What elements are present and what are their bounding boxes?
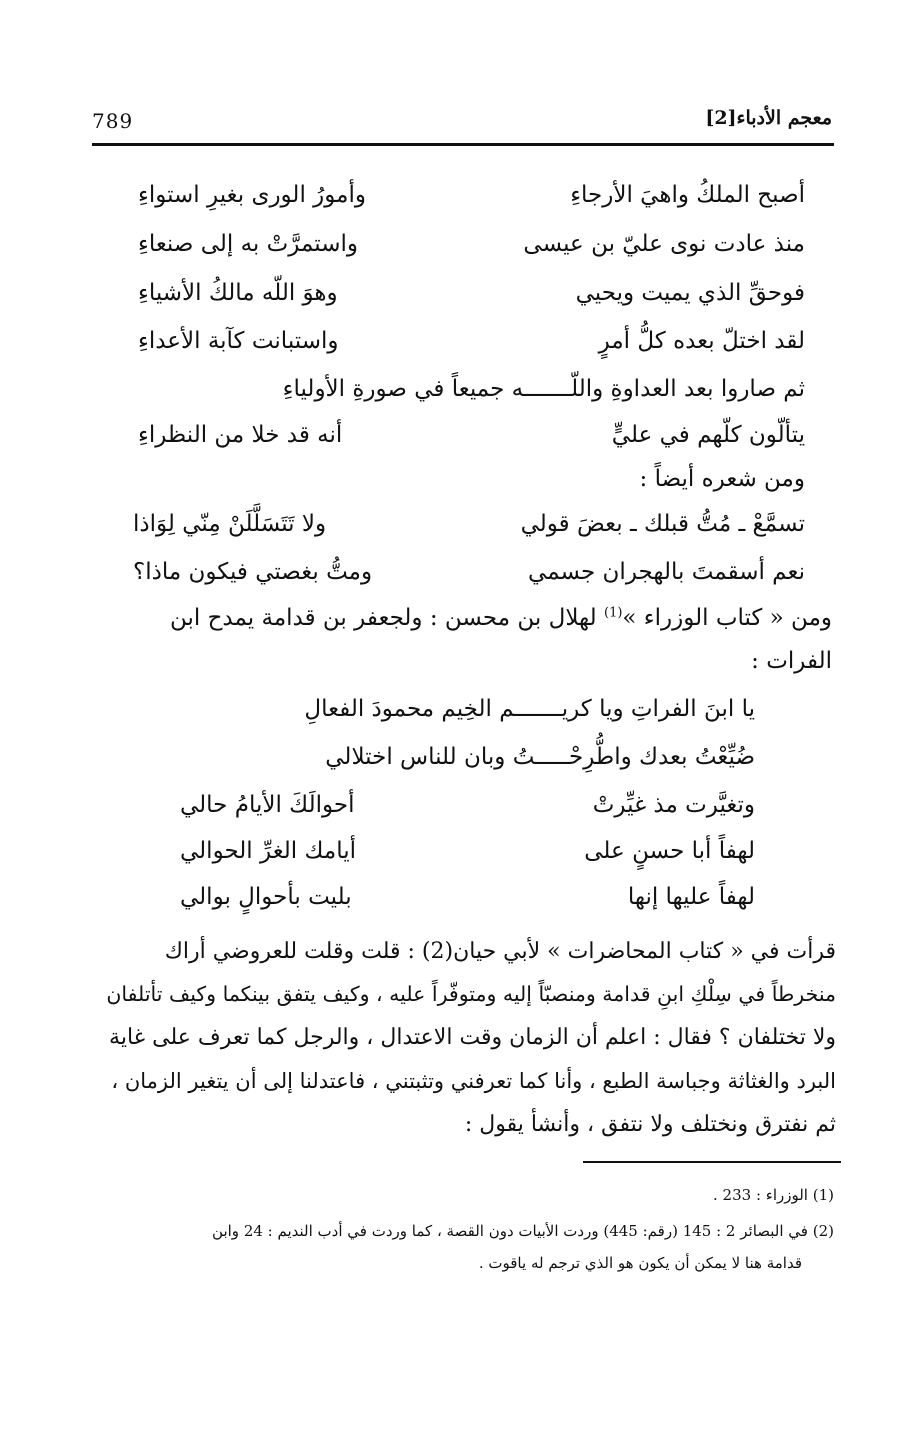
verse-second-hemistich: ومتُّ بغصتي فيكون ماذا؟ xyxy=(133,559,373,585)
verse-first-hemistich: وتغيَّرت مذ غيِّرتْ xyxy=(592,792,755,818)
prose-line: ولا تختلفان ؟ فقال : اعلم أن الزمان وقت الاعتدال ، والرجل كما تعرف على غاية xyxy=(109,1025,836,1050)
footnote: (2) في البصائر 2 : 145 (رقم: 445) وردت الأبيات دون القصة ، كما وردت في أدب النديم : 24 وابن xyxy=(212,1222,834,1240)
intro-line: ومن شعره أيضاً : xyxy=(639,466,805,492)
verse-first-hemistich: لقد اختلّ بعده كلُّ أمرٍ xyxy=(598,328,805,354)
verse-first-hemistich: أصبح الملكُ واهيَ الأرجاءِ xyxy=(570,182,805,208)
verse xyxy=(133,511,805,543)
verse xyxy=(138,231,805,263)
verse xyxy=(138,328,805,360)
footnote-marker: (1) xyxy=(603,605,623,621)
verse-second-hemistich: واستمرَّتْ به إلى صنعاءِ xyxy=(138,231,358,257)
verse xyxy=(180,696,755,728)
verse-second-hemistich: ولا تَتَسَلَّلَنْ مِنّي لِوَاذا xyxy=(133,511,327,537)
verse xyxy=(138,182,805,214)
verse-first-hemistich: نعم أسقمتَ بالهجران جسمي xyxy=(528,559,805,585)
verse-second-hemistich: أيامك الغرِّ الحوالي xyxy=(180,838,357,864)
intro-line xyxy=(170,605,832,631)
header-rule xyxy=(92,143,834,146)
verse xyxy=(138,422,805,454)
verse xyxy=(138,280,805,312)
intro-line: الفرات : xyxy=(751,648,832,674)
verse-full: ضُيِّعْتُ بعدك واطُّرِحْـــــتُ وبان للناس اختلالي xyxy=(325,744,755,770)
verse-second-hemistich: بليت بأحوالٍ بوالي xyxy=(180,884,352,910)
verse-second-hemistich: أنه قد خلا من النظراءِ xyxy=(138,422,343,448)
verse-second-hemistich: وأمورُ الورى بغيرِ استواءِ xyxy=(138,182,366,208)
verse-first-hemistich: منذ عادت نوى عليّ بن عيسى xyxy=(523,231,805,257)
page-number: 789 xyxy=(92,109,134,133)
footnote: (1) الوزراء : 233 . xyxy=(713,1186,834,1204)
verse-full: يا ابنَ الفراتِ ويا كريـــــــم الخِيم محمودَ الفعالِ xyxy=(304,696,755,722)
verse xyxy=(180,792,755,824)
intro-text: ومن « كتاب الوزراء » xyxy=(622,605,832,631)
verse xyxy=(138,376,805,408)
verse-full: ثم صاروا بعد العداوةِ واللّـــــــه جميعاً في صورةِ الأولياءِ xyxy=(282,376,805,402)
verse xyxy=(133,559,805,591)
verse-first-hemistich: يتألّون كلّهم في عليٍّ xyxy=(611,422,805,448)
verse xyxy=(180,838,755,870)
prose-line: البرد والغثاثة وجباسة الطبع ، وأنا كما تعرفني وتثبتني ، فاعتدلنا إلى أن يتغير الزمان ، xyxy=(111,1069,836,1093)
running-title: معجم الأدباء[2] xyxy=(705,107,832,129)
verse-second-hemistich: وهوَ اللّه مالكُ الأشياءِ xyxy=(138,280,338,306)
verse-first-hemistich: تسمَّعْ ـ مُتُّ قبلك ـ بعضَ قولي xyxy=(520,511,805,537)
footnote-rule xyxy=(583,1161,841,1163)
prose-line: ثم نفترق ونختلف ولا نتفق ، وأنشأ يقول : xyxy=(464,1112,836,1137)
verse xyxy=(180,884,755,916)
prose-line: منخرطاً في سِلْكِ ابنِ قدامة ومنصبّاً إليه ومتوفّراً عليه ، وكيف يتفق بينكما وكيف تأتلفان xyxy=(106,982,836,1006)
verse xyxy=(180,744,755,776)
verse-first-hemistich: لهفاً عليها إنها xyxy=(627,884,755,910)
verse-second-hemistich: واستبانت كآبة الأعداءِ xyxy=(138,328,339,354)
prose-line: قرأت في « كتاب المحاضرات » لأبي حيان(2) : قلت وقلت للعروضي أراك xyxy=(164,939,836,964)
page-header xyxy=(92,103,832,139)
verse-second-hemistich: أحوالَكَ الأيامُ حالي xyxy=(180,792,355,818)
intro-text: لهلال بن محسن : ولجعفر بن قدامة يمدح ابن xyxy=(169,605,604,631)
verse-first-hemistich: فوحقِّ الذي يميت ويحيي xyxy=(575,280,805,306)
footnote: قدامة هنا لا يمكن أن يكون هو الذي ترجم له ياقوت . xyxy=(478,1254,802,1272)
verse-first-hemistich: لهفاً أبا حسنٍ على xyxy=(584,838,755,864)
